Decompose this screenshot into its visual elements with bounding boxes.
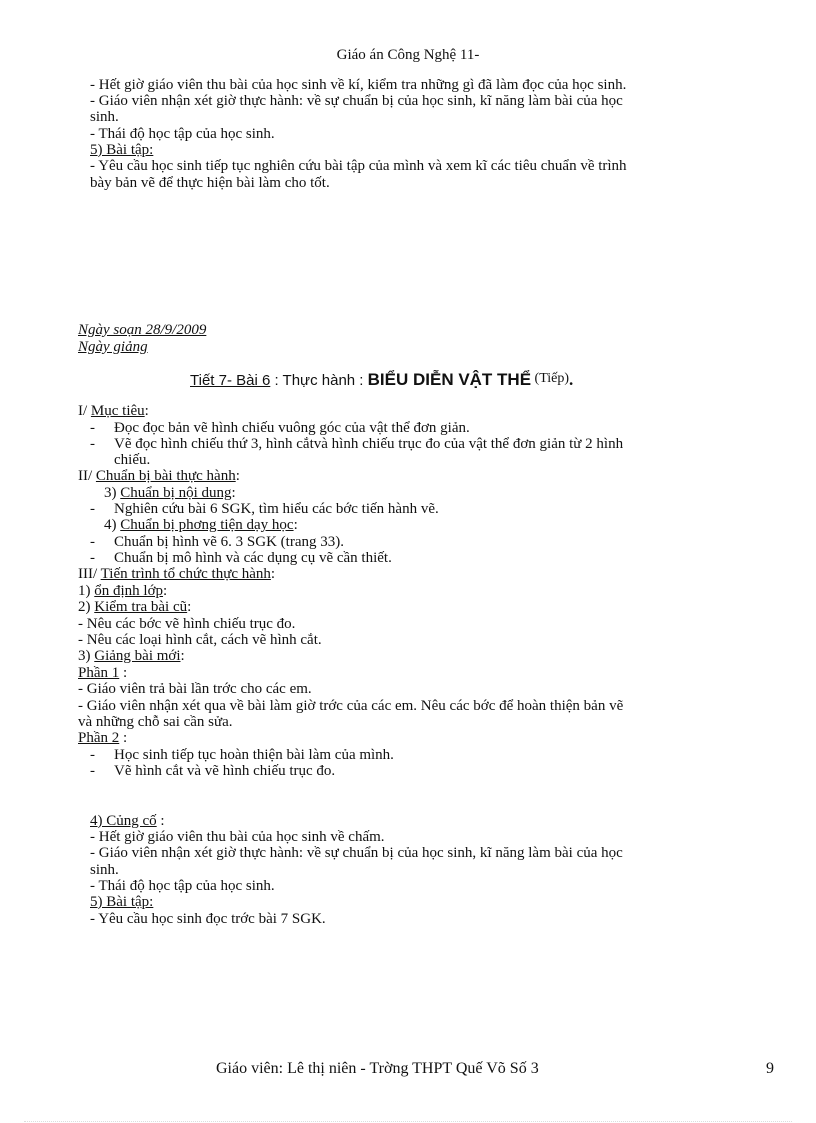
subsection-colon: :: [231, 485, 236, 501]
consolidation-title: 4) Củng cố: [90, 813, 157, 829]
lesson-main-title: BIỂU DIỄN VẬT THỂ: [367, 370, 532, 389]
list-item: - Nghiên cứu bài 6 SGK, tìm hiểu các bớc tiến hành vẽ.: [90, 501, 439, 517]
subsection-title: Chuẩn bị phơng tiện dạy học: [120, 517, 294, 533]
section-1-label: I/: [78, 403, 91, 419]
step-colon: :: [163, 583, 168, 599]
subsection-number: 3): [104, 485, 121, 501]
list-item-text: Học sinh tiếp tục hoàn thiện bài làm của mình.: [114, 747, 394, 763]
section-3-label: III/: [78, 566, 101, 582]
lesson-type: : Thực hành :: [270, 372, 368, 389]
subsection-number: 4): [104, 517, 121, 533]
part-1-heading: [78, 666, 127, 681]
top-line-2: - Giáo viên nhận xét giờ thực hành: về sự chuẩn bị của học sinh, kĩ năng làm bài của học: [90, 93, 623, 109]
top-line-3: sinh.: [90, 109, 119, 125]
list-item: - Vẽ đọc hình chiếu thứ 3, hình cắtvà hình chiếu trục đo của vật thể đơn giản từ 2 hình: [90, 436, 624, 452]
page-footer: Giáo viên: Lê thị niên - Trờng THPT Quế Võ Số 3: [216, 1060, 539, 1077]
step-heading: [78, 600, 191, 615]
consolidation-line: - Hết giờ giáo viên thu bài của học sinh về chấm.: [90, 829, 385, 845]
subsection-heading: [104, 518, 298, 533]
list-item-continuation: chiếu.: [114, 452, 151, 468]
step-heading: [78, 649, 185, 664]
homework-heading: 5) Bài tập:: [90, 894, 154, 910]
section-3-heading: [78, 567, 275, 582]
part-2-title: Phần 2: [78, 730, 120, 746]
subsection-heading: [104, 486, 236, 501]
page-header: Giáo án Công Nghệ 11-: [336, 47, 480, 63]
section-1-title: Mục tiêu: [90, 403, 145, 419]
top-line-6: bày bản vẽ để thực hiện bài làm cho tốt.: [90, 175, 330, 191]
list-item: - Nêu các loại hình cắt, cách vẽ hình cắt.: [78, 632, 322, 648]
section-2-label: II/: [78, 468, 96, 484]
lesson-title-end: .: [569, 370, 574, 389]
step-colon: :: [180, 648, 185, 664]
subsection-title: Chuẩn bị nội dung: [120, 485, 232, 501]
consolidation-colon: :: [156, 813, 165, 829]
part-2-heading: [78, 731, 127, 746]
step-heading: [78, 584, 167, 599]
step-title: ổn định lớp: [94, 583, 164, 599]
consolidation-line: sinh.: [90, 862, 119, 878]
consolidation-line: - Giáo viên nhận xét giờ thực hành: về sự chuẩn bị của học sinh, kĩ năng làm bài của học: [90, 845, 623, 861]
top-line-4: - Thái độ học tập của học sinh.: [90, 126, 275, 142]
step-number: 1): [78, 583, 95, 599]
list-item: - Giáo viên trả bài lần trớc cho các em.: [78, 681, 312, 697]
section-2-heading: [78, 469, 240, 484]
list-item-text: Vẽ hình cắt và vẽ hình chiếu trục đo.: [114, 763, 336, 779]
list-item-continuation: và những chỗ sai cần sửa.: [78, 714, 233, 730]
part-2-colon: :: [119, 730, 128, 746]
prep-date: Ngày soạn 28/9/2009: [78, 322, 207, 338]
list-item: - Đọc đọc bản vẽ hình chiếu vuông góc của vật thể đơn giản.: [90, 420, 470, 436]
section-2-colon: :: [235, 468, 240, 484]
list-item: - Vẽ hình cắt và vẽ hình chiếu trục đo.: [90, 763, 336, 779]
consolidation-line: - Thái độ học tập của học sinh.: [90, 878, 275, 894]
page-number: 9: [766, 1060, 774, 1077]
list-item: - Nêu các bớc vẽ hình chiếu trục đo.: [78, 616, 296, 632]
top-homework-heading: 5) Bài tập:: [90, 142, 154, 158]
step-number: 3): [78, 648, 95, 664]
top-line-5: - Yêu cầu học sinh tiếp tục nghiên cứu bài tập của mình và xem kĩ các tiêu chuẩn về trình: [90, 158, 627, 174]
teach-date: Ngày giảng: [78, 339, 148, 355]
list-item: - Chuẩn bị hình vẽ 6. 3 SGK (trang 33).: [90, 534, 344, 550]
homework-line: - Yêu cầu học sinh đọc trớc bài 7 SGK.: [90, 911, 326, 927]
step-colon: :: [187, 599, 192, 615]
section-3-title: Tiến trình tổ chức thực hành: [100, 566, 271, 582]
lesson-number: Tiết 7- Bài 6: [190, 372, 271, 389]
section-3-colon: :: [270, 566, 276, 582]
part-1-colon: :: [119, 665, 128, 681]
list-item-text: Chuẩn bị mô hình và các dụng cụ vẽ cần thiết.: [114, 550, 392, 566]
top-line-1: - Hết giờ giáo viên thu bài của học sinh về kí, kiểm tra những gì đã làm đọc của học sinh.: [90, 77, 627, 93]
step-title: Giảng bài mới: [94, 648, 181, 664]
lesson-title: [190, 372, 573, 389]
list-item-text: Đọc đọc bản vẽ hình chiếu vuông góc của vật thể đơn giản.: [114, 420, 470, 436]
list-item: - Giáo viên nhận xét qua về bài làm giờ trớc của các em. Nêu các bớc để hoàn thiện bản vẽ: [78, 698, 624, 714]
lesson-suffix: (Tiếp): [531, 371, 570, 386]
part-1-title: Phần 1: [78, 665, 120, 681]
consolidation-heading: [90, 814, 165, 829]
list-item-text: Vẽ đọc hình chiếu thứ 3, hình cắtvà hình chiếu trục đo của vật thể đơn giản từ 2 hình: [114, 436, 624, 452]
list-item: - Chuẩn bị mô hình và các dụng cụ vẽ cần thiết.: [90, 550, 392, 566]
section-2-title: Chuẩn bị bài thực hành: [95, 468, 236, 484]
step-title: Kiểm tra bài cũ: [94, 599, 188, 615]
list-item: - Học sinh tiếp tục hoàn thiện bài làm của mình.: [90, 747, 394, 763]
subsection-colon: :: [293, 517, 298, 533]
section-1-heading: [78, 404, 149, 419]
step-number: 2): [78, 599, 95, 615]
list-item-text: Chuẩn bị hình vẽ 6. 3 SGK (trang 33).: [114, 534, 344, 550]
page-bottom-border: [24, 1121, 792, 1122]
list-item-text: Nghiên cứu bài 6 SGK, tìm hiểu các bớc tiến hành vẽ.: [114, 501, 439, 517]
section-1-colon: :: [144, 403, 149, 419]
